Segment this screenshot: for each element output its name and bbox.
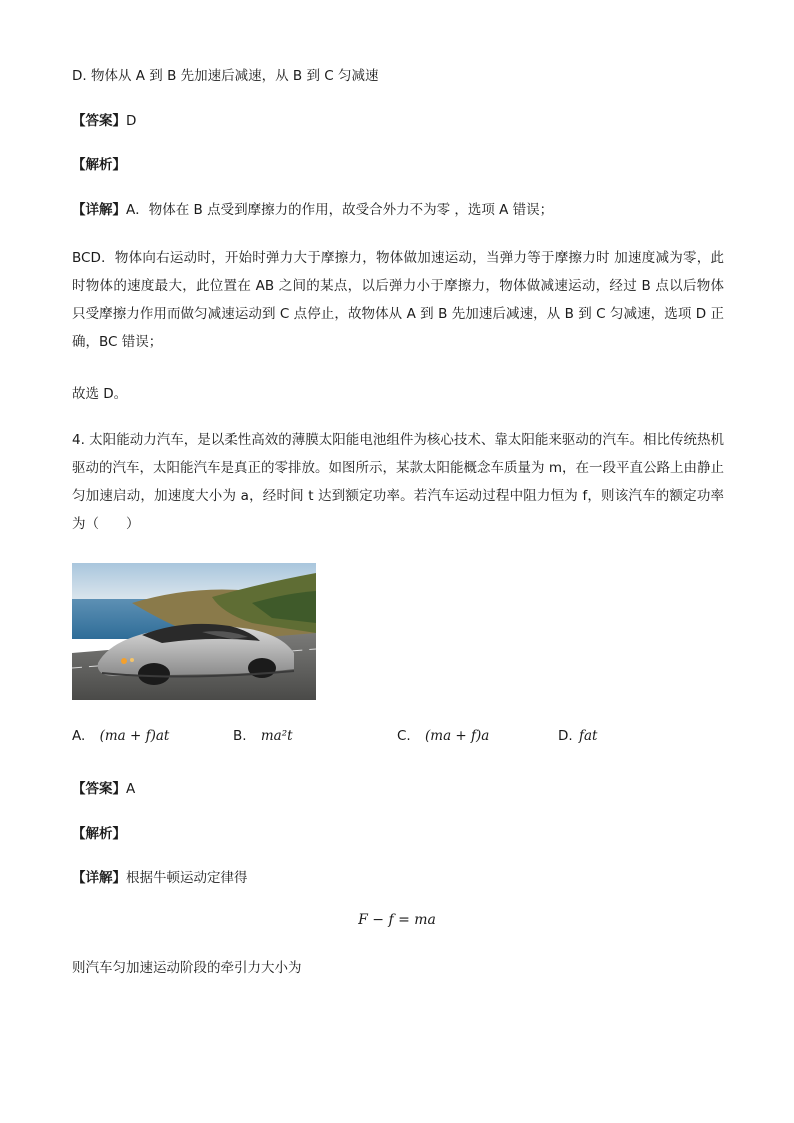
option-b-expression: ma²t bbox=[260, 728, 293, 744]
detail-tag: 【详解】 bbox=[72, 202, 126, 218]
option-c[interactable] bbox=[397, 728, 489, 744]
option-d-label: D. bbox=[558, 728, 573, 744]
solar-car-photo bbox=[72, 563, 316, 700]
option-d-expression: fat bbox=[578, 728, 598, 744]
question-4 bbox=[72, 426, 724, 538]
choose-text: 故选 D。 bbox=[72, 386, 128, 402]
answer-value: D bbox=[126, 113, 137, 129]
answer-value: A bbox=[126, 781, 136, 797]
option-a-label: A. bbox=[72, 728, 86, 744]
detail-text: A．物体在 B 点受到摩擦力的作用，故受合外力不为零 ，选项 A 错误； bbox=[126, 202, 554, 218]
answer-line-1 bbox=[72, 111, 136, 131]
option-c-expression: (ma + f)a bbox=[425, 728, 490, 744]
bcd-explanation bbox=[72, 244, 724, 356]
answer-line-2 bbox=[72, 779, 135, 799]
equation-text: F − f = ma bbox=[358, 912, 436, 928]
option-b-label: B. bbox=[233, 728, 247, 744]
question-4-text: 4. 太阳能动力汽车，是以柔性高效的薄膜太阳能电池组件为核心技术、靠太阳能来驱动的汽车。相比传统热机驱动的汽车，太阳能汽车是真正的零排放。如图所示，某款太阳能概念车质量为 m，在一段平直公路上由静止匀加速启动，加速度大小为 a，经时间 t 达到额定功率。若汽车运动过程中阻力恒为 f，则该汽车的额定功率为（ ） bbox=[72, 432, 724, 532]
final-line bbox=[72, 958, 302, 978]
solar-car-illustration bbox=[72, 563, 316, 700]
option-a[interactable] bbox=[72, 728, 169, 744]
analysis-heading-2 bbox=[72, 824, 126, 844]
option-d-text: D. 物体从 A 到 B 先加速后减速，从 B 到 C 匀减速 bbox=[72, 68, 379, 84]
option-b[interactable] bbox=[233, 728, 293, 744]
analysis-tag: 【解析】 bbox=[72, 826, 126, 842]
analysis-heading-1 bbox=[72, 155, 126, 175]
detail-line-2 bbox=[72, 868, 248, 888]
analysis-tag: 【解析】 bbox=[72, 157, 126, 173]
newton-equation bbox=[0, 912, 794, 928]
option-d[interactable] bbox=[558, 728, 597, 744]
option-c-label: C. bbox=[397, 728, 411, 744]
final-text: 则汽车匀加速运动阶段的牵引力大小为 bbox=[72, 960, 302, 976]
detail-tag: 【详解】 bbox=[72, 870, 126, 886]
answer-tag: 【答案】 bbox=[72, 113, 126, 129]
bcd-text: BCD．物体向右运动时，开始时弹力大于摩擦力，物体做加速运动，当弹力等于摩擦力时 加速度减为零，此时物体的速度最大，此位置在 AB 之间的某点，以后弹力小于摩擦力，物体做减速运动，经过 B 点以后物体只受摩擦力作用而做匀减速运动到 C 点停止，故物体从 A 到 B 先加速后减速，从 B 到 C 匀减速，选项 D 正确，BC 错误； bbox=[72, 250, 724, 350]
detail-line-1 bbox=[72, 200, 553, 220]
option-a-expression: (ma + f)at bbox=[99, 728, 170, 744]
answer-tag: 【答案】 bbox=[72, 781, 126, 797]
detail-text: 根据牛顿运动定律得 bbox=[126, 870, 248, 886]
answer-options bbox=[72, 728, 672, 752]
option-d-previous bbox=[72, 66, 379, 86]
choose-line bbox=[72, 384, 127, 404]
